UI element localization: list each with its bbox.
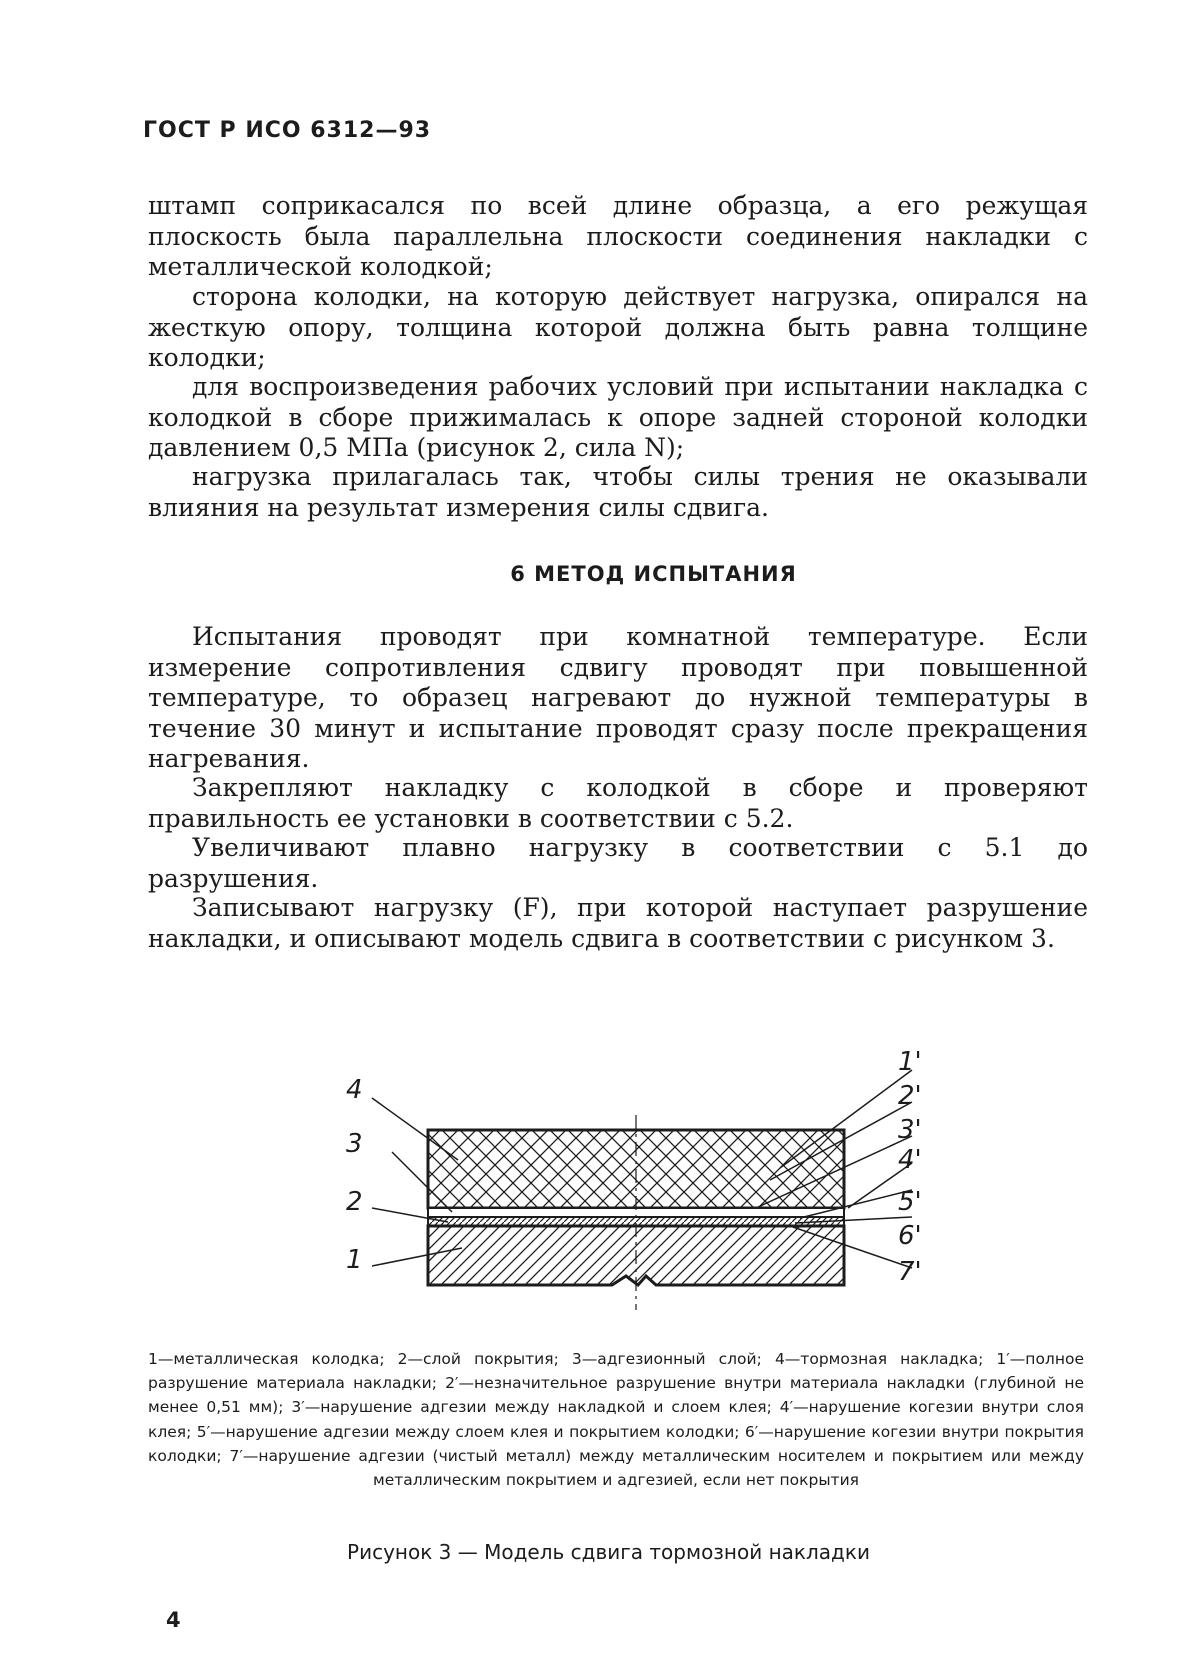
paragraph-3: для воспроизведения рабочих условий при испытании накладка с колодкой в сборе прижималась к опоре задней стороной колодки давлением 0,5 МПа (рисунок 2, сила N); — [148, 372, 1088, 462]
paragraph-4: нагрузка прилагалась так, чтобы силы трения не оказывали влияния на результат измерения силы сдвига. — [148, 462, 1088, 522]
label-2: 2 — [346, 1187, 363, 1217]
section-paragraph-2: Закрепляют накладку с колодкой в сборе и проверяют правильность ее установки в соответствии с 5.2. — [148, 773, 1088, 833]
label-2-prime: 2' — [898, 1081, 922, 1111]
label-4-prime: 4' — [898, 1145, 922, 1175]
paragraph-1: штамп соприкасался по всей длине образца, а его режущая плоскость была параллельна плоскости соединения накладки с металлической колодкой; — [148, 191, 1088, 281]
section-paragraph-4: Записывают нагрузку (F), при которой наступает разрушение накладки, и описывают модель сдвига в соответствии с рисунком 3. — [148, 893, 1088, 953]
label-6-prime: 6' — [898, 1221, 922, 1251]
label-4: 4 — [346, 1075, 363, 1105]
section-paragraph-3: Увеличивают плавно нагрузку в соответствии с 5.1 до разрушения. — [148, 833, 1088, 893]
figure-legend: 1—металлическая колодка; 2—слой покрытия; 3—адгезионный слой; 4—тормозная накладка; 1′—полное разрушение материала накладки; 2′—незначительное разрушение внутри материала накладки (глубиной не менее 0,51 мм); 3′—нарушение адгезии между накладкой и слоем клея; 4′—нарушение когезии внутри слоя клея; 5′—нарушение адгезии между слоем клея и покрытием колодки; 6′—нарушение когезии внутри покрытия колодки; 7′—нарушение адгезии (чистый металл) между металлическим носителем и покрытием или между металлическим покрытием и адгезией, если нет покрытия — [148, 1350, 1084, 1490]
label-1: 1 — [346, 1245, 363, 1275]
figure-caption: Рисунок 3 — Модель сдвига тормозной накладки — [347, 1540, 870, 1564]
label-7-prime: 7' — [898, 1257, 922, 1287]
section-title: 6 МЕТОД ИСПЫТАНИЯ — [510, 562, 797, 586]
document-header: ГОСТ Р ИСО 6312—93 — [143, 118, 432, 143]
paragraph-2: сторона колодки, на которую действует нагрузка, опирался на жесткую опору, толщина которой должна быть равна толщине колодки; — [148, 282, 1088, 372]
page-number: 4 — [166, 1608, 181, 1632]
label-5-prime: 5' — [898, 1187, 922, 1217]
label-3: 3 — [346, 1129, 363, 1159]
label-3-prime: 3' — [898, 1115, 922, 1145]
section-paragraph-1: Испытания проводят при комнатной температуре. Если измерение сопротивления сдвигу проводят при повышенной температуре, то образец нагревают до нужной температуры в течение 30 минут и испытание проводят сразу после прекращения нагревания. — [148, 622, 1088, 773]
shear-model-figure — [0, 1030, 1187, 1310]
label-1-prime: 1' — [898, 1047, 922, 1077]
